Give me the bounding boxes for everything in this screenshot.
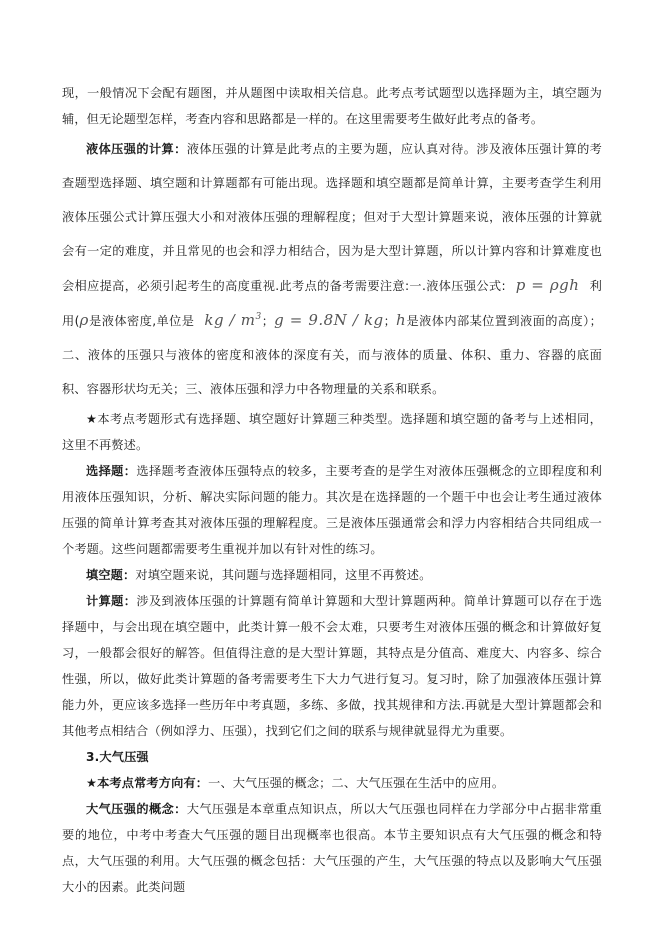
section-heading-common-directions: ★本考点常考方向有： [86, 776, 209, 790]
paragraph-text: 是液体密度,单位是 [88, 314, 195, 328]
document-body [62, 80, 602, 900]
section-heading-calculation: 计算题： [86, 594, 137, 608]
paragraph-text: 选择题考查液体压强特点的较多，主要考查的是学生对液体压强概念的立即程度和利用液体压强知识，分析、解决实际问题的能力。其次是在选择题的一个题干中也会让考生通过液体压强的简单计算考查其对液体压强的理解程度。三是液体压强通常会和浮力内容相结合共同组成一个考题。这些问题都需要考生重视并加以有针对性的练习。 [62, 464, 602, 556]
formula-density-symbol: ρ [79, 311, 89, 329]
section-heading-atmospheric-pressure: 3.大气压强 [86, 750, 149, 764]
paragraph-text: 涉及到液体压强的计算题有简单计算题和大型计算题两种。简单计算题可以存在于选择题中，与会出现在填空题中，此类计算一般不会太难，只要考生对液体压强的概念和计算做好复习，一般都会很好的解答。但值得注意的是大型计算题，其特点是分值高、难度大、内容多、综合性强，所以，做好此类计算题的备考需要考生下大力气进行复习。复习时，除了加强液体压强计算能力外，更应该多选择一些历年中考真题，多练、多做，找其规律和方法.再就是大型计算题都会和其他考点相结合（例如浮力、压强），找到它们之间的联系与规律就显得尤为重要。 [62, 594, 602, 738]
section-heading-multiple-choice: 选择题： [86, 464, 137, 478]
paragraph-text: ； [383, 314, 397, 328]
formula-unit-base: kg / m [204, 311, 256, 329]
paragraph-atmospheric-pressure-heading [62, 744, 602, 770]
paragraph-text: ； [261, 314, 275, 328]
paragraph-liquid-pressure-calculation [62, 132, 602, 406]
paragraph-fill-in-blank [62, 562, 602, 588]
formula-pressure: p = ρgh [515, 276, 580, 294]
paragraph-text: 大气压强是本章重点知识点，所以大气压强也同样在力学部分中占据非常重要的地位，中考中考查大气压强的题目出现概率也很高。本节主要知识点有大气压强的概念和特点，大气压强的利用。大气压强的概念包括：大气压强的产生，大气压强的特点以及影响大气压强大小的因素。此类问题 [62, 802, 602, 894]
formula-height-symbol: h [396, 311, 407, 329]
paragraph-intro-continuation [62, 80, 602, 132]
section-heading-fill-in-blank: 填空题： [86, 568, 136, 582]
paragraph-text: 是液体内部某位置到液面的高度）；二、液体的压强只与液体的密度和液体的深度有关，而与液体的质量、体积、重力、容器的底面积、容器形状均无关；三、液体压强和浮力中各物理量的关系和联系。 [62, 314, 602, 396]
paragraph-text: 液体压强的计算是此考点的主要为题，应认真对待。涉及液体压强计算的考查题型选择题、填空题和计算题都有可能出现。选择题和填空题都是简单计算，主要考查学生利用液体压强公式计算压强大小和对液体压强的理解程度；但对于大型计算题来说，液体压强的计算就会有一定的难度，并且常见的也会和浮力相结合，因为是大型计算题，所以计算内容和计算难度也会相应提高，必须引起考生的高度重视.此考点的备考需要注意:一.液体压强公式: [62, 142, 602, 293]
paragraph-atmospheric-concept [62, 796, 602, 900]
paragraph-text: 现，一般情况下会配有题图，并从题图中读取相关信息。此考点考试题型以选择题为主，填空题为辅，但无论题型怎样，考查内容和思路都是一样的。在这里需要考生做好此考点的备考。 [62, 86, 602, 126]
paragraph-text: ★本考点考题形式有选择题、填空题好计算题三种类型。选择题和填空题的备考与上述相同，这里不再赘述。 [62, 412, 602, 452]
paragraph-multiple-choice [62, 458, 602, 562]
paragraph-calculation [62, 588, 602, 744]
paragraph-text: 对填空题来说，其问题与选择题相同，这里不再赘述。 [135, 568, 432, 582]
paragraph-common-directions [62, 770, 602, 796]
section-heading-liquid-pressure-calculation: 液体压强的计算： [86, 142, 187, 156]
paragraph-text: 利用( [62, 279, 602, 328]
paragraph-text: 一、大气压强的概念；二、大气压强在生活中的应用。 [208, 776, 505, 790]
formula-unit-exponent: 3 [255, 312, 262, 322]
paragraph-question-types [62, 406, 602, 458]
formula-gravity: g = 9.8N / kg [274, 311, 384, 329]
section-heading-atmospheric-concept: 大气压强的概念： [86, 802, 187, 816]
formula-density-unit [204, 311, 261, 329]
